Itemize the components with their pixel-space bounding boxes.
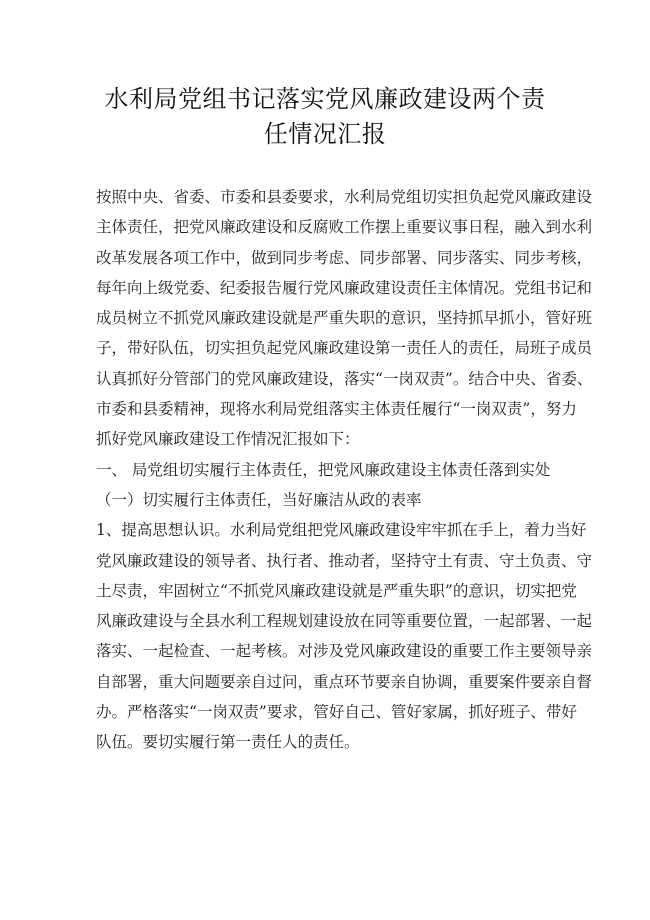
- document-body: [96, 182, 593, 758]
- paragraph-line: 成员树立不抓党风廉政建设就是严重失职的意识，坚持抓早抓小，管好班: [96, 309, 593, 328]
- paragraph-line: 党风廉政建设的领导者、执行者、推动者，坚持守土有责、守土负责、守: [96, 551, 593, 570]
- paragraph-line: 认真抓好分管部门的党风廉政建设，落实“一岗双责”。结合中央、省委、: [96, 369, 593, 388]
- title-line-2: 任情况汇报: [263, 120, 387, 148]
- paragraph-line: 办。严格落实“一岗双责”要求，管好自己、管好家属，抓好班子、带好: [96, 703, 577, 722]
- paragraph-line: 队伍。要切实履行第一责任人的责任。: [96, 733, 360, 752]
- paragraph-line: 子，带好队伍，切实担负起党风廉政建设第一责任人的责任，局班子成员: [96, 339, 593, 358]
- paragraph-line: 自部署，重大问题要亲自过问，重点环节要亲自协调，重要案件要亲自督: [96, 672, 593, 691]
- document-title: [60, 82, 590, 152]
- subsection-heading: （一）切实履行主体责任，当好廉洁从政的表率: [96, 490, 422, 509]
- paragraph-line: 土尽责，牢固树立“不抓党风廉政建设就是严重失职”的意识，切实把党: [96, 581, 577, 600]
- section-heading: 一、 局党组切实履行主体责任，把党风廉政建设主体责任落到实处: [96, 460, 551, 479]
- paragraph-line: 风廉政建设与全县水利工程规划建设放在同等重要位置，一起部署、一起: [96, 612, 593, 631]
- paragraph-line: 按照中央、省委、市委和县委要求，水利局党组切实担负起党风廉政建设: [96, 188, 593, 206]
- paragraph-line: 市委和县委精神，现将水利局党组落实主体责任履行“一岗双责”，努力: [96, 400, 577, 419]
- paragraph-line: 1、提高思想认识。水利局党组把党风廉政建设牢牢抓在手上，着力当好: [96, 521, 587, 540]
- title-line-1: 水利局党组书记落实党风廉政建设两个责: [104, 85, 546, 113]
- paragraph-line: 改革发展各项工作中，做到同步考虑、同步部署、同步落实、同步考核，: [96, 248, 593, 267]
- paragraph-line: 每年向上级党委、纪委报告履行党风廉政建设责任主体情况。党组书记和: [96, 278, 593, 297]
- paragraph-line: 落实、一起检查、一起考核。对涉及党风廉政建设的重要工作主要领导亲: [96, 642, 593, 661]
- paragraph-line: 主体责任，把党风廉政建设和反腐败工作摆上重要议事日程，融入到水利: [96, 218, 593, 237]
- paragraph-line: 抓好党风廉政建设工作情况汇报如下：: [96, 430, 360, 449]
